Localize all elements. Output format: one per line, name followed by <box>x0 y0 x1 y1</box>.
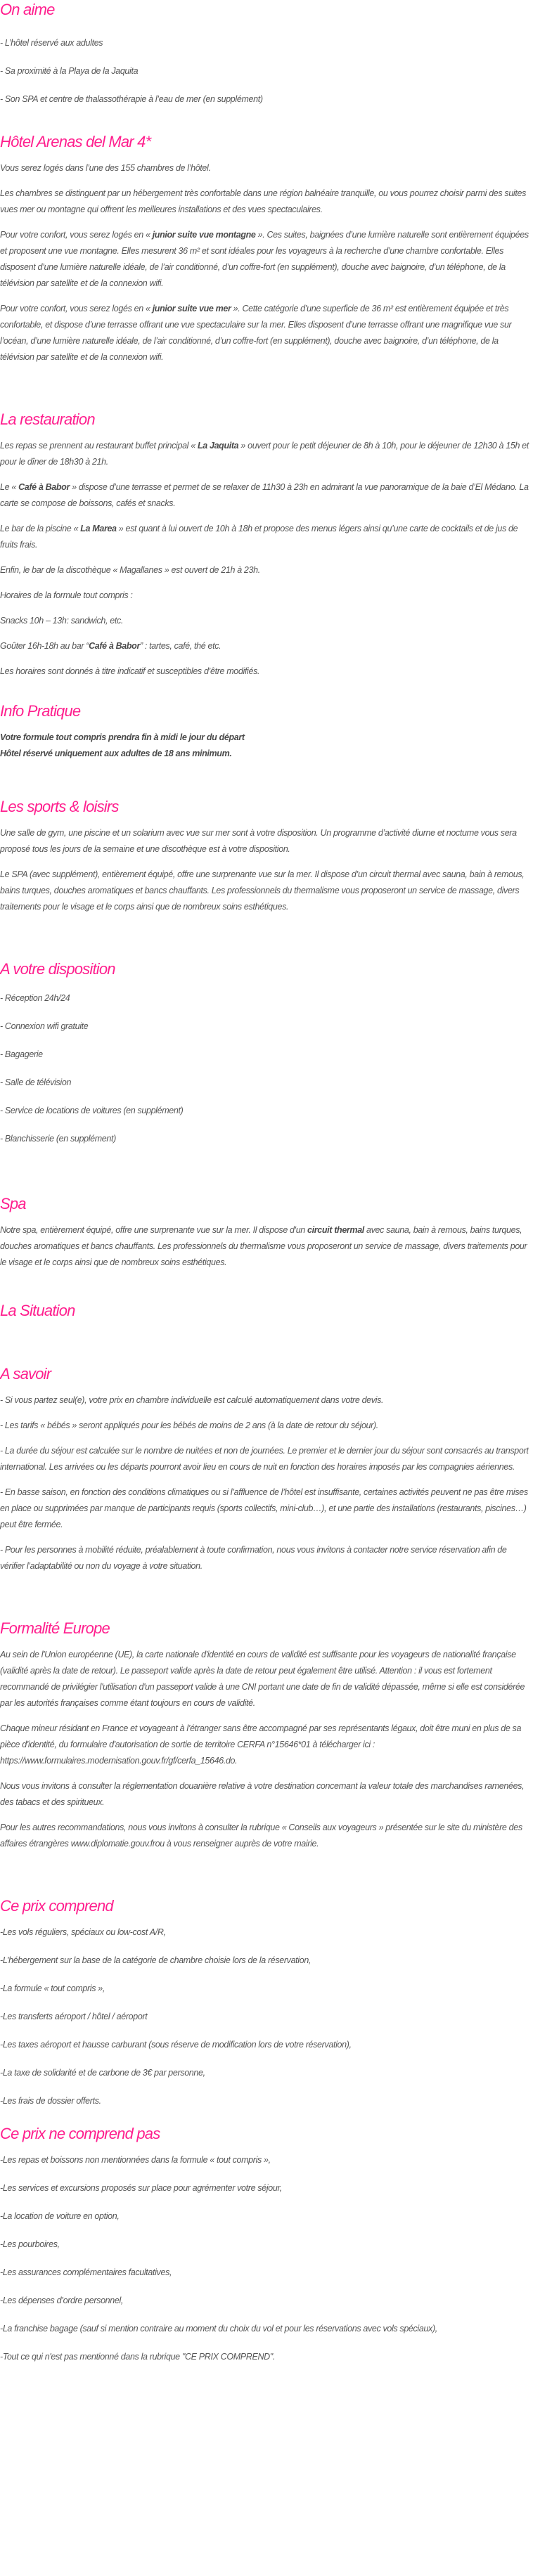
section-title: Les sports & loisirs <box>0 798 119 815</box>
paragraph: Au sein de l'Union européenne (UE), la carte nationale d'identité en cours de validité est suffisante pour les voyageurs de nationalité française (validité après la date de retour). Le passeport valide après la date de retour peut également être utilisé. Attention : il vous est fortement recommandé de privilégier l'utilisation d'un passeport valide à une CNI portant une date de fin de validité dépassée, même si elle est considérée par les autorités françaises comme étant toujours en cours de validité. <box>0 1650 525 1708</box>
list-item: -La franchise bagage (sauf si mention contraire au moment du choix du vol et pour les réservations avec vols spéciaux), <box>0 2324 437 2334</box>
section-sports <box>0 797 533 915</box>
paragraph: Les repas se prennent au restaurant buffet principal « La Jaquita » ouvert pour le petit déjeuner de 8h à 10h, pour le déjeuner de 12h30 à 15h et pour le dîner de 18h30 à 21h. <box>0 441 529 467</box>
section-a-savoir <box>0 1364 533 1574</box>
section-title: Spa <box>0 1195 26 1212</box>
section-info-pratique <box>0 701 533 762</box>
list-item: - Pour les personnes à mobilité réduite, préalablement à toute confirmation, nous vous invitons à contacter notre service réservation afin de vérifier l’adaptabilité ou non du voyage à votre situation. <box>0 1545 507 1571</box>
paragraph: Notre spa, entièrement équipé, offre une surprenante vue sur la mer. Il dispose d'un circuit thermal avec sauna, bain à remous, bains turques, douches aromatiques et bancs chauffants. Les professionnels du thermalisme vous proposeront un service de massage, divers traitements pour le visage et le corps ainsi que de nombreux soins esthétiques. <box>0 1225 527 1267</box>
section-title: Formalité Europe <box>0 1619 110 1637</box>
section-ce-prix-ne-comprend-pas <box>0 2124 533 2365</box>
list-item: - Salle de télévision <box>0 1077 72 1087</box>
section-title: On aime <box>0 1 55 18</box>
list-item: -Les frais de dossier offerts. <box>0 2096 101 2106</box>
paragraph: Enfin, le bar de la discothèque « Magallanes » est ouvert de 21h à 23h. <box>0 565 260 575</box>
section-title: A votre disposition <box>0 960 115 978</box>
section-hotel <box>0 132 533 365</box>
list-item: - Service de locations de voitures (en supplément) <box>0 1106 184 1115</box>
section-title: La Situation <box>0 1302 75 1319</box>
paragraph: Goûter 16h-18h au bar “Café à Babor” : tartes, café, thé etc. <box>0 641 221 651</box>
list-item: - Les tarifs « bébés » seront appliqués pour les bébés de moins de 2 ans (à la date de retour du séjour). <box>0 1420 378 1430</box>
section-restauration <box>0 410 533 680</box>
section-spa <box>0 1194 533 1271</box>
list-item: -Les dépenses d’ordre personnel, <box>0 2296 124 2305</box>
list-item: - Si vous partez seul(e), votre prix en chambre individuelle est calculé automatiquement dans votre devis. <box>0 1395 384 1405</box>
list-item: -Tout ce qui n'est pas mentionné dans la rubrique "CE PRIX COMPREND". <box>0 2352 276 2362</box>
paragraph: Horaires de la formule tout compris : <box>0 590 133 600</box>
room-type: junior suite vue montagne <box>152 230 256 240</box>
paragraph: Le « Café à Babor » dispose d’une terrasse et permet de se relaxer de 11h30 à 23h en admirant la vue panoramique de la baie d’El Médano. La carte se compose de boissons, cafés et snacks. <box>0 482 529 508</box>
section-ce-prix-comprend <box>0 1896 533 2109</box>
list-item: - Connexion wifi gratuite <box>0 1021 89 1031</box>
list-item: -Les vols réguliers, spéciaux ou low-cost A/R, <box>0 1927 166 1937</box>
paragraph: Le bar de la piscine « La Marea » est quant à lui ouvert de 10h à 18h et propose des menus légers ainsi qu’une carte de cocktails et de jus de fruits frais. <box>0 524 518 550</box>
list-item: - Réception 24h/24 <box>0 993 70 1003</box>
paragraph: Nous vous invitons à consulter la réglementation douanière relative à votre destination concernant la valeur totale des marchandises ramenées, des tabacs et des spiritueux. <box>0 1781 525 1807</box>
list-item: - En basse saison, en fonction des conditions climatiques ou si l’affluence de l’hôtel est insuffisante, certaines activités peuvent ne pas être mises en place ou supprimées par manque de participants requis (sports collectifs, mini-club…), et une partie des installations (restaurants, piscines…) peut être fermée. <box>0 1487 528 1529</box>
list-item: - La durée du séjour est calculée sur le nombre de nuitées et non de journées. Le premier et le dernier jour du séjour sont consacrés au transport international. Les arrivées ou les départs pourront avoir lieu en cours de nuit en fonction des horaires imposés par les compagnies aériennes. <box>0 1446 529 1472</box>
paragraph: Vous serez logés dans l’une des 155 chambres de l’hôtel. <box>0 163 211 173</box>
info-line: Hôtel réservé uniquement aux adultes de 18 ans minimum. <box>0 749 232 758</box>
section-disposition <box>0 959 533 1147</box>
paragraph: Une salle de gym, une piscine et un solarium avec vue sur mer sont à votre disposition. Un programme d’activité diurne et nocturne vous sera proposé tous les jours de la semaine et une discothèque est à votre disposition. <box>0 828 517 854</box>
list-item: - Son SPA et centre de thalassothérapie à l’eau de mer (en supplément) <box>0 94 263 104</box>
section-title: A savoir <box>0 1365 51 1383</box>
section-formalite <box>0 1619 533 1852</box>
list-item: -Les repas et boissons non mentionnées dans la formule « tout compris », <box>0 2155 271 2165</box>
section-title: La restauration <box>0 410 95 428</box>
list-item: - Bagagerie <box>0 1049 43 1059</box>
section-title: Ce prix comprend <box>0 1897 113 1915</box>
paragraph: Pour votre confort, vous serez logés en « junior suite vue montagne ». Ces suites, baignées d’une lumière naturelle sont entièrement équipées et proposent une vue montagne. Elles mesurent 36 m² et sont idéales pour les voyageurs à la recherche d’une chambre confortable. Elles disposent d’une lumière naturelle idéale, de l’air conditionné, d’un coffre-fort (en supplément), douche avec baignoire, d’un téléphone, de la télévision par satellite et de la connexion wifi. <box>0 230 529 288</box>
section-title: Info Pratique <box>0 702 81 720</box>
paragraph: Pour les autres recommandations, nous vous invitons à consulter la rubrique « Conseils aux voyageurs » présentée sur le site du ministère des affaires étrangères www.diplomatie.gouv.frou à vous renseigner auprès de votre mairie. <box>0 1823 522 1849</box>
list-item: -La formule « tout compris », <box>0 1983 105 1993</box>
list-item: -Les taxes aéroport et hausse carburant (sous réserve de modification lors de votre réservation), <box>0 2040 352 2050</box>
room-type: junior suite vue mer <box>152 304 231 313</box>
list-item: - Sa proximité à la Playa de la Jaquita <box>0 66 139 76</box>
list-item: -Les services et excursions proposés sur place pour agrémenter votre séjour, <box>0 2183 282 2193</box>
paragraph: Chaque mineur résidant en France et voyageant à l’étranger sans être accompagné par ses représentants légaux, doit être muni en plus de sa pièce d'identité, du formulaire d'autorisation de sortie de territoire CERFA n°15646*01 à télécharger ici : https://www.formulaires.modernisation.gouv.fr/gf/cerfa_15646.do. <box>0 1723 522 1766</box>
list-item: -Les transferts aéroport / hôtel / aéroport <box>0 2012 148 2021</box>
paragraph: Les chambres se distinguent par un hébergement très confortable dans une région balnéaire tranquille, ou vous pourrez choisir parmi des suites vues mer ou montagne qui offrent les meilleures installations et des vues spectaculaires. <box>0 188 526 214</box>
list-item: -Les pourboires, <box>0 2239 60 2249</box>
section-on-aime <box>0 0 533 108</box>
section-situation <box>0 1301 533 1321</box>
list-item: -Les assurances complémentaires facultatives, <box>0 2267 172 2277</box>
list-item: -La location de voiture en option, <box>0 2211 120 2221</box>
paragraph: Les horaires sont donnés à titre indicatif et susceptibles d’être modifiés. <box>0 666 260 676</box>
paragraph: Pour votre confort, vous serez logés en « junior suite vue mer ». Cette catégorie d’une superficie de 36 m² est entièrement équipée et très confortable, et dispose d’une terrasse offrant une vue spectaculaire sur la mer. Elles disposent d’une terrasse offrant une magnifique vue sur l’océan, d’une lumière naturelle idéale, de l’air conditionné, d’un coffre-fort (en supplément), douche avec baignoire, d’un téléphone, de la télévision par satellite et de la connexion wifi. <box>0 304 512 362</box>
section-title: Ce prix ne comprend pas <box>0 2125 160 2142</box>
info-line: Votre formule tout compris prendra fin à midi le jour du départ <box>0 732 245 742</box>
section-title: Hôtel Arenas del Mar 4* <box>0 133 151 150</box>
list-item: - Blanchisserie (en supplément) <box>0 1134 116 1144</box>
list-item: -L’hébergement sur la base de la catégorie de chambre choisie lors de la réservation, <box>0 1955 312 1965</box>
list-item: - L’hôtel réservé aux adultes <box>0 38 103 48</box>
paragraph: Snacks 10h – 13h: sandwich, etc. <box>0 616 124 626</box>
paragraph: Le SPA (avec supplément), entièrement équipé, offre une surprenante vue sur la mer. Il dispose d’un circuit thermal avec sauna, bain à remous, bains turques, douches aromatiques et bancs chauffants. Les professionnels du thermalisme vous proposeront un service de massage, divers traitements pour le visage et le corps ainsi que de nombreux soins esthétiques. <box>0 869 525 912</box>
list-item: -La taxe de solidarité et de carbone de 3€ par personne, <box>0 2068 205 2078</box>
